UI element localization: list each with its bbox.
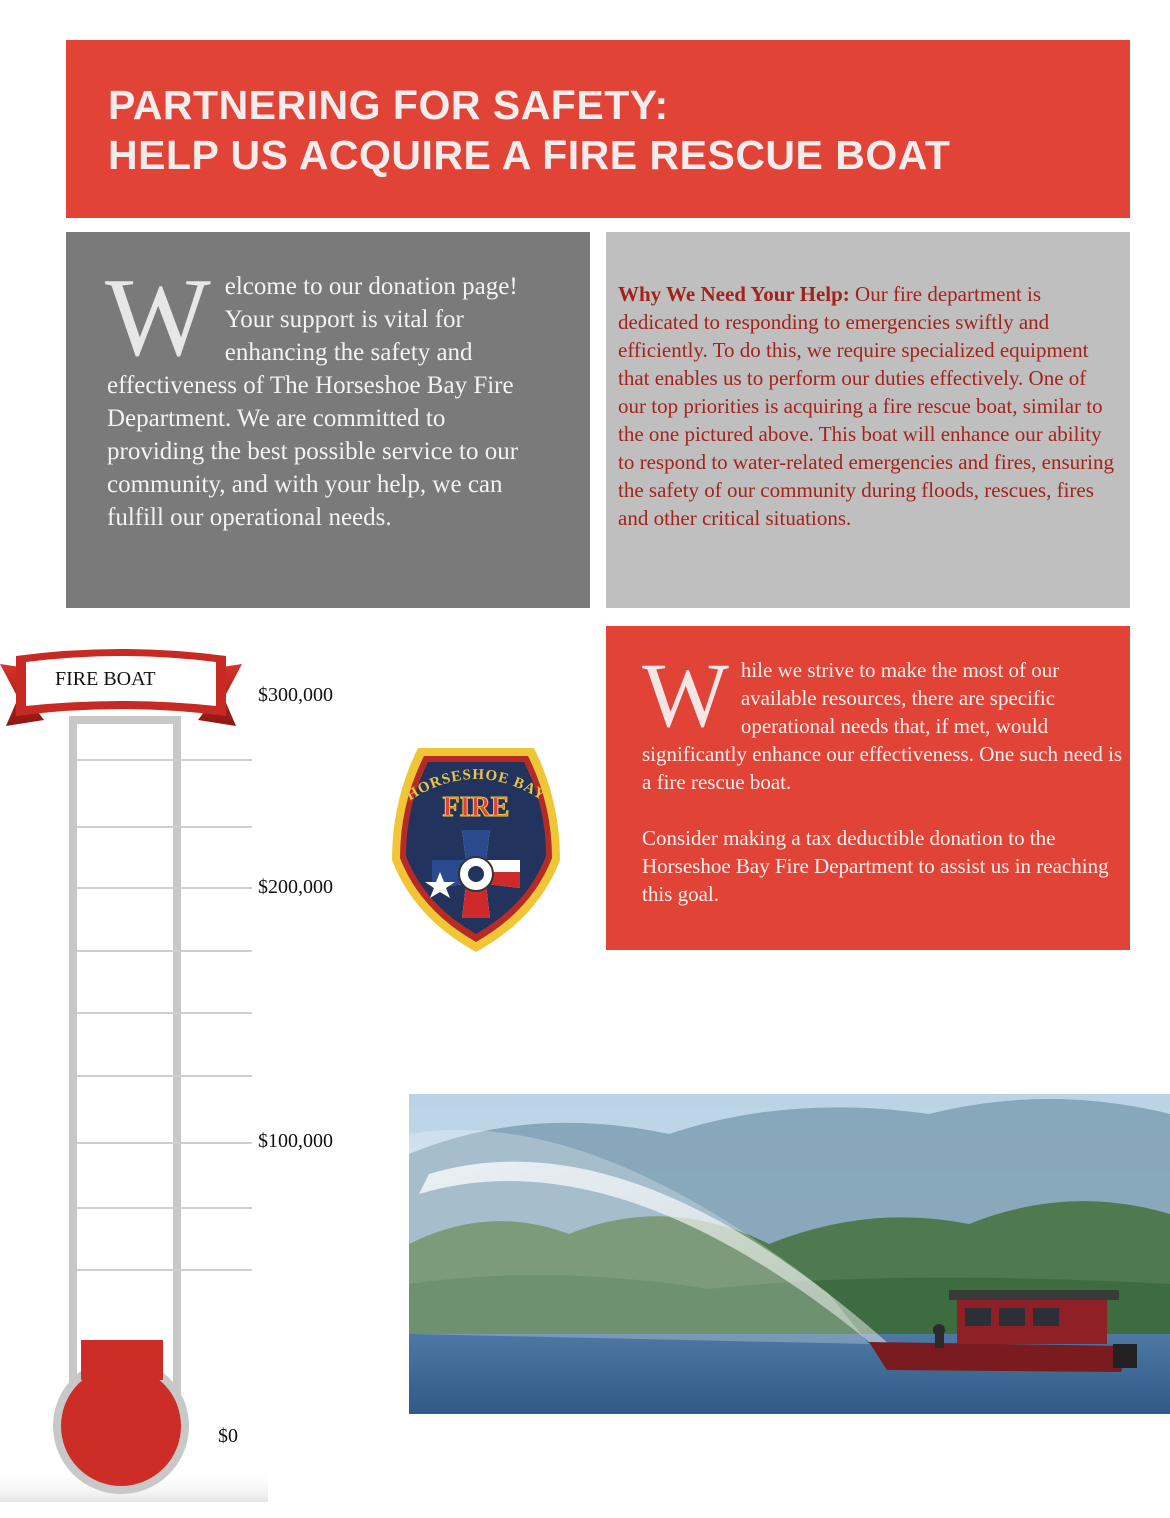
appeal-paragraph-1 — [642, 644, 1126, 796]
badge-graphic — [388, 740, 564, 956]
why-text: Our fire department is dedicated to responding to emergencies swiftly and efficiently. To do this, we require specialized equipment that enables us to perform our duties effectively. One of our top priorities is acquiring a fire rescue boat, similar to the one pictured above. This boat will enhance our ability to respond to water-related emergencies and fires, ensuring the safety of our community during floods, rescues, fires and other critical situations. — [618, 282, 1115, 530]
badge-arc-text: HORSESHOE BAY — [403, 766, 549, 805]
label-100k: $100,000 — [258, 1130, 333, 1152]
fire-boat-illustration — [409, 1094, 1170, 1414]
why-text-block — [618, 280, 1118, 532]
title-line-1: PARTNERING FOR SAFETY: — [108, 82, 669, 128]
welcome-text-block — [105, 256, 547, 534]
why-lead: Why We Need Your Help: — [618, 282, 850, 306]
bulb-neck — [81, 1340, 163, 1380]
label-0: $0 — [218, 1425, 238, 1447]
thermometer-graphic — [0, 640, 270, 1510]
welcome-dropcap: W — [105, 256, 211, 380]
appeal-text-block — [642, 644, 1126, 908]
fire-boat-photo — [409, 1094, 1170, 1414]
why-panel — [606, 232, 1130, 608]
page-title — [108, 80, 950, 180]
ribbon-label: FIRE BOAT — [55, 668, 156, 690]
title-line-2: HELP US ACQUIRE A FIRE RESCUE BOAT — [108, 132, 951, 178]
donation-appeal-panel — [606, 626, 1130, 950]
appeal-paragraph-2: Consider making a tax deductible donation to the Horseshoe Bay Fire Department to assist us in reaching this goal. — [642, 826, 1109, 906]
label-300k: $300,000 — [258, 684, 333, 706]
badge-fire-word: FIRE — [442, 792, 510, 823]
appeal-text-1: hile we strive to make the most of our available resources, there are specific operational needs that, if met, would significantly enhance our effectiveness. One such need is a fire rescue boat. — [642, 658, 1123, 794]
thermometer-bulb — [57, 1362, 185, 1490]
welcome-text: elcome to our donation page! Your support is vital for enhancing the safety and effectiveness of The Horseshoe Bay Fire Department. We are committed to providing the best possible service to our community, and with your help, we can fulfill our operational needs. — [107, 273, 519, 531]
appeal-dropcap: W — [642, 644, 729, 746]
horseshoe-bay-fire-badge — [388, 740, 564, 956]
label-200k: $200,000 — [258, 876, 333, 898]
thermometer-tube — [73, 720, 177, 1420]
welcome-panel — [66, 232, 590, 608]
donation-thermometer — [0, 640, 333, 1510]
header-banner — [66, 40, 1130, 218]
